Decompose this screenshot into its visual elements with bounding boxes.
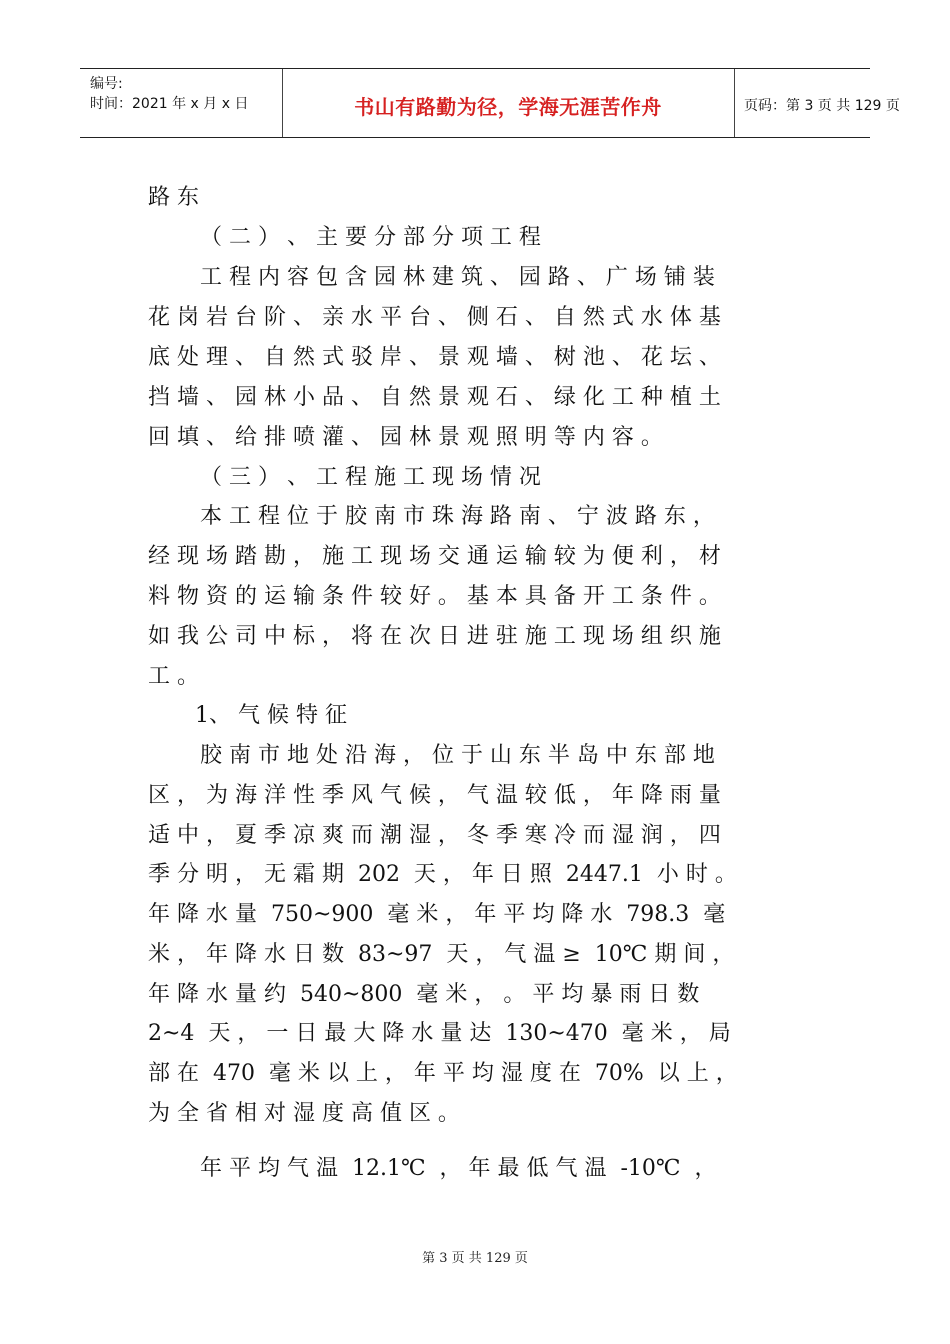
header-page-number: 页码：第 3 页 共 129 页 — [744, 98, 900, 114]
body-line: 适 中 ， 夏 季 凉 爽 而 潮 湿 ， 冬 季 寒 冷 而 湿 润 ， 四 — [148, 823, 721, 848]
page-header — [80, 68, 900, 138]
body-line: 回 填 、 给 排 喷 灌 、 园 林 景 观 照 明 等 内 容 。 — [148, 425, 663, 450]
header-left-cell — [80, 69, 283, 137]
header-page-cell — [734, 69, 900, 137]
body-line: 胶 南 市 地 处 沿 海 ， 位 于 山 东 半 岛 中 东 部 地 — [200, 743, 715, 768]
body-line: 年 降 水 量 约 540~800 毫 米 ， 。 平 均 暴 雨 日 数 — [148, 982, 700, 1007]
header-motto-cell — [282, 69, 735, 137]
document-number-label: 编号: — [90, 76, 123, 92]
body-line: 2~4 天 ， 一 日 最 大 降 水 量 达 130~470 毫 米 ， 局 — [148, 1021, 731, 1046]
body-line: 工 程 内 容 包 含 园 林 建 筑 、 园 路 、 广 场 铺 装 — [200, 265, 715, 290]
page-footer: 第 3 页 共 129 页 — [422, 1251, 528, 1266]
body-line: 部 在 470 毫 米 以 上 ， 年 平 均 湿 度 在 70% 以 上 ， — [148, 1061, 738, 1086]
body-line: 底 处 理 、 自 然 式 驳 岸 、 景 观 墙 、 树 池 、 花 坛 、 — [148, 345, 721, 370]
body-line: 区 ， 为 海 洋 性 季 风 气 候 ， 气 温 较 低 ， 年 降 雨 量 — [148, 783, 721, 808]
body-line: 料 物 资 的 运 输 条 件 较 好 。 基 本 具 备 开 工 条 件 。 — [148, 584, 721, 609]
body-line: 米 ， 年 降 水 日 数 83~97 天 ， 气 温 ≥ 10℃ 期 间 ， — [148, 942, 735, 967]
body-line: 如 我 公 司 中 标 ， 将 在 次 日 进 驻 施 工 现 场 组 织 施 — [148, 624, 721, 649]
body-line: 路 东 — [148, 185, 199, 210]
subsection-heading: 1、 气 候 特 征 — [195, 703, 347, 728]
body-line: 年 平 均 气 温 12.1℃ ， 年 最 低 气 温 -10℃ ， — [200, 1156, 717, 1181]
body-line: 为 全 省 相 对 湿 度 高 值 区 。 — [148, 1101, 460, 1126]
body-line: 本 工 程 位 于 胶 南 市 珠 海 路 南 、 宁 波 路 东 ， — [200, 504, 715, 529]
body-line: 挡 墙 、 园 林 小 品 、 自 然 景 观 石 、 绿 化 工 种 植 土 — [148, 385, 721, 410]
header-motto: 书山有路勤为径，学海无涯苦作舟 — [354, 95, 662, 119]
body-line: 花 岗 岩 台 阶 、 亲 水 平 台 、 侧 石 、 自 然 式 水 体 基 — [148, 305, 721, 330]
body-line: 年 降 水 量 750~900 毫 米 ， 年 平 均 降 水 798.3 毫 — [148, 902, 726, 927]
section-heading: （ 二 ） 、 主 要 分 部 分 项 工 程 — [200, 225, 541, 250]
document-date-label: 时间：2021 年 x 月 x 日 — [90, 96, 249, 112]
body-line: 经 现 场 踏 勘 ， 施 工 现 场 交 通 运 输 较 为 便 利 ， 材 — [148, 544, 721, 569]
section-heading: （ 三 ） 、 工 程 施 工 现 场 情 况 — [200, 465, 541, 490]
body-line: 工 。 — [148, 664, 199, 689]
body-line: 季 分 明 ， 无 霜 期 202 天 ， 年 日 照 2447.1 小 时 。 — [148, 862, 737, 887]
